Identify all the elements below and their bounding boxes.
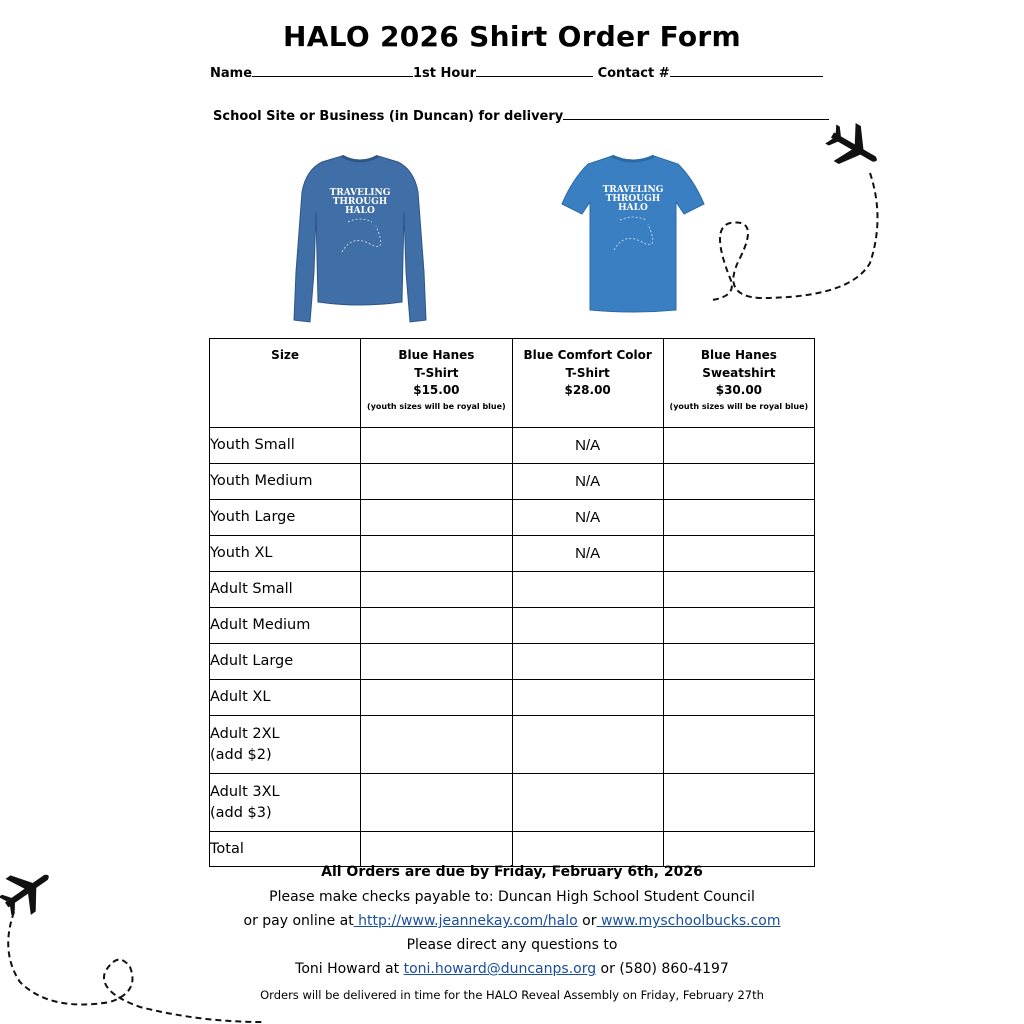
order-table [209, 338, 815, 867]
airplane-trail-top [700, 118, 890, 308]
size-label: Adult Small [210, 572, 361, 608]
qty-hanes-tshirt[interactable] [361, 644, 512, 680]
na-comfort-color: N/A [512, 464, 663, 500]
qty-comfort-color[interactable] [512, 644, 663, 680]
qty-hanes-tshirt[interactable] [361, 774, 512, 832]
total-label: Total [210, 832, 361, 867]
size-label: Youth XL [210, 536, 361, 572]
total-hanes-tshirt[interactable] [361, 832, 512, 867]
sweatshirt-print-3: HALO [345, 206, 375, 216]
table-row [210, 644, 815, 680]
table-row [210, 608, 815, 644]
checks-payable-text: Please make checks payable to: Duncan High School Student Council [269, 889, 755, 905]
size-label: Adult XL [210, 680, 361, 716]
size-label-line: Adult 3XL [210, 783, 280, 800]
qty-sweatshirt[interactable] [663, 774, 814, 832]
header-price: $15.00 [413, 383, 460, 397]
header-note: (youth sizes will be royal blue) [367, 401, 506, 411]
header-line: Blue Hanes [398, 348, 475, 362]
qty-sweatshirt[interactable] [663, 500, 814, 536]
qty-sweatshirt[interactable] [663, 536, 814, 572]
contact-label: Contact # [597, 66, 670, 81]
header-comfort-color-tshirt [512, 339, 663, 428]
total-comfort-color[interactable] [512, 832, 663, 867]
size-label: Youth Small [210, 428, 361, 464]
questions-text: Please direct any questions to [406, 937, 618, 953]
myschoolbucks-link[interactable]: www.myschoolbucks.com [596, 913, 781, 929]
size-label [210, 774, 361, 832]
size-label: Adult Medium [210, 608, 361, 644]
header-line: Sweatshirt [702, 365, 776, 380]
sweatshirt-print-1: TRAVELING [329, 188, 391, 198]
delivery-note: Orders will be delivered in time for the HALO Reveal Assembly on Friday, February 27th [260, 988, 764, 1002]
qty-sweatshirt[interactable] [663, 716, 814, 774]
qty-sweatshirt[interactable] [663, 644, 814, 680]
qty-sweatshirt[interactable] [663, 680, 814, 716]
header-note: (youth sizes will be royal blue) [669, 401, 809, 411]
qty-hanes-tshirt[interactable] [361, 716, 512, 774]
tshirt-print-1: TRAVELING [602, 185, 664, 195]
header-hanes-sweatshirt [663, 339, 814, 428]
name-label: Name [210, 66, 253, 81]
header-price: $28.00 [564, 383, 611, 397]
size-label: Adult Large [210, 644, 361, 680]
email-link[interactable]: toni.howard@duncanps.org [403, 961, 597, 977]
phone-text: or (580) 860-4197 [596, 961, 729, 977]
qty-sweatshirt[interactable] [663, 428, 814, 464]
qty-hanes-tshirt[interactable] [361, 572, 512, 608]
qty-hanes-tshirt[interactable] [361, 428, 512, 464]
table-row [210, 428, 815, 464]
hour-label: 1st Hour [413, 66, 477, 81]
qty-sweatshirt[interactable] [663, 464, 814, 500]
qty-comfort-color[interactable] [512, 716, 663, 774]
qty-hanes-tshirt[interactable] [361, 680, 512, 716]
qty-hanes-tshirt[interactable] [361, 536, 512, 572]
header-line: T-Shirt [565, 365, 610, 380]
total-sweatshirt[interactable] [663, 832, 814, 867]
size-label: Youth Medium [210, 464, 361, 500]
qty-hanes-tshirt[interactable] [361, 464, 512, 500]
header-line: Blue Comfort Color [523, 348, 652, 362]
sweatshirt-image [290, 152, 430, 327]
na-comfort-color: N/A [512, 428, 663, 464]
qty-comfort-color[interactable] [512, 608, 663, 644]
header-line: Size [271, 348, 300, 362]
sweatshirt-print-2: THROUGH [332, 197, 388, 207]
table-row [210, 716, 815, 774]
total-row [210, 832, 815, 867]
header-size [210, 339, 361, 428]
jeannekay-link[interactable]: http://www.jeannekay.com/halo [353, 913, 578, 929]
size-label-line: Adult 2XL [210, 725, 280, 742]
table-row [210, 536, 815, 572]
delivery-label: School Site or Business (in Duncan) for delivery [213, 109, 564, 124]
hour-field[interactable] [476, 64, 593, 77]
size-surcharge: (add $3) [210, 804, 272, 821]
size-surcharge: (add $2) [210, 746, 272, 763]
size-label: Youth Large [210, 500, 361, 536]
table-row [210, 464, 815, 500]
tshirt-print-2: THROUGH [605, 194, 661, 204]
tshirt-print-3: HALO [618, 203, 648, 213]
table-row [210, 572, 815, 608]
qty-hanes-tshirt[interactable] [361, 608, 512, 644]
qty-comfort-color[interactable] [512, 774, 663, 832]
tshirt-body [562, 156, 704, 312]
na-comfort-color: N/A [512, 500, 663, 536]
table-row [210, 680, 815, 716]
qty-sweatshirt[interactable] [663, 572, 814, 608]
size-label [210, 716, 361, 774]
due-date-notice: All Orders are due by Friday, February 6th, 2026 [321, 864, 703, 880]
contact-field[interactable] [670, 64, 823, 77]
qty-comfort-color[interactable] [512, 572, 663, 608]
pay-online-prefix: or pay online at [243, 913, 354, 929]
qty-sweatshirt[interactable] [663, 608, 814, 644]
na-comfort-color: N/A [512, 536, 663, 572]
header-price: $30.00 [715, 383, 763, 397]
table-row [210, 500, 815, 536]
qty-comfort-color[interactable] [512, 680, 663, 716]
header-hanes-tshirt [361, 339, 512, 428]
table-header-row [210, 339, 815, 428]
airplane-icon [820, 118, 888, 180]
or-text: or [577, 913, 597, 929]
pay-online-line [0, 913, 1024, 929]
qty-hanes-tshirt[interactable] [361, 500, 512, 536]
contact-line [0, 961, 1024, 977]
header-line: T-Shirt [414, 365, 459, 380]
tshirt-image [560, 152, 706, 314]
name-field[interactable] [252, 64, 413, 77]
header-line: Blue Hanes [700, 348, 777, 362]
name-hour-contact-line [210, 64, 823, 81]
contact-prefix: Toni Howard at [295, 961, 404, 977]
sweatshirt-body [294, 156, 426, 322]
form-title: HALO 2026 Shirt Order Form [282, 20, 742, 53]
table-row [210, 774, 815, 832]
